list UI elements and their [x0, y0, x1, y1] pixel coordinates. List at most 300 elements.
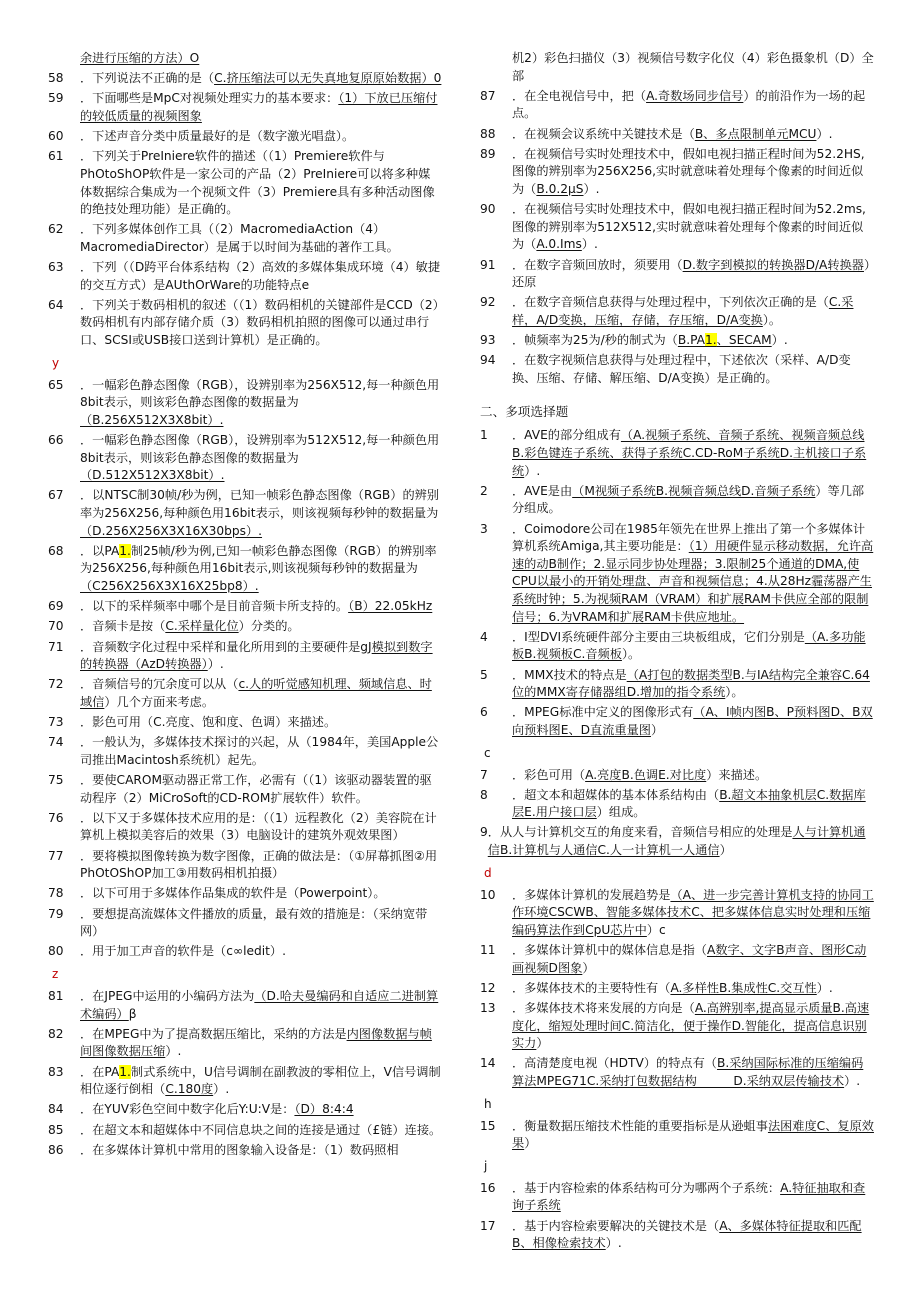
- answer-underlined: A.特征抽取和查询子系统: [512, 1180, 866, 1213]
- question-number: 17: [480, 1218, 496, 1233]
- question-number: 87: [480, 88, 496, 103]
- text-segment: ．在视频信号实时处理技术中，假如电视扫描正程时间为52.2HS,图像的辨别率为256X256,实时就意味着处理每个像素的时间近似为（: [512, 146, 865, 196]
- question-number: 1: [480, 428, 488, 443]
- question-text: [80, 714, 442, 732]
- question-number: 89: [480, 146, 496, 161]
- question-number: [480, 50, 512, 85]
- question-item: [48, 259, 442, 294]
- question-item: [48, 1101, 442, 1119]
- question-text: [80, 906, 442, 941]
- answer-underlined: （1）下放已压缩付的较低质量的视频图象: [80, 91, 438, 123]
- question-number: 64: [48, 297, 64, 312]
- question-number: 77: [48, 848, 64, 863]
- text-segment: ）: [536, 1036, 549, 1051]
- text-segment: ）来描述。: [706, 767, 768, 782]
- text-segment: ．彩色可用（: [512, 767, 586, 782]
- question-text: [512, 88, 874, 123]
- question-item: [48, 50, 442, 68]
- answer-underlined: （B.256X512X3X8bit）.: [80, 412, 224, 427]
- answer-underlined: A.奇数场同步信号: [646, 88, 744, 103]
- question-text: [512, 352, 874, 387]
- answer-underlined: 、SECAM: [716, 333, 772, 348]
- answer-underlined: 余进行压缩的方法）O: [80, 51, 200, 65]
- question-text: [80, 432, 442, 485]
- question-text: [80, 297, 442, 350]
- question-item: [480, 1055, 874, 1090]
- text-segment: ．在PA: [80, 1064, 120, 1079]
- text-segment: 制25帧/秒为例,已知一帧彩色静态图像（RGB）的辨别率为256X256,每种颜色用16bit表示,则该视频每秒钟的数据量为: [80, 543, 437, 576]
- question-number: 60: [48, 129, 64, 144]
- text-segment: ．衡量数据压缩技术性能的重要指标是从逊蛆事: [512, 1118, 768, 1133]
- text-segment: ）分类的。: [238, 619, 300, 634]
- question-item: [480, 767, 874, 785]
- answer-underlined: （M视频子系统B.视频音频总线D.音频子系统: [572, 483, 816, 498]
- question-text: [80, 1026, 442, 1061]
- question-number: 78: [48, 886, 64, 901]
- question-item: [480, 1218, 874, 1253]
- question-item: [48, 943, 442, 961]
- text-segment: ．高清楚度电视（HDTV）的特点有（: [512, 1056, 717, 1071]
- text-segment: ．在多媒体计算机中常用的图象输入设备是：（1）数码照相: [80, 1142, 399, 1157]
- text-segment: ）.: [213, 1082, 230, 1097]
- text-segment: ．在全电视信号中，把（: [512, 88, 647, 103]
- highlight-mark: 1.: [119, 543, 131, 558]
- question-item: [480, 521, 874, 627]
- question-number: 74: [48, 735, 64, 750]
- question-number: 14: [480, 1056, 496, 1071]
- question-number: 84: [48, 1102, 64, 1117]
- text-segment: ．AVE的部分组成有: [512, 428, 621, 443]
- text-segment: ．影色可用（C.亮度、饱和度、色调）来描述。: [80, 715, 337, 730]
- question-item: [480, 887, 874, 940]
- text-segment: ）。: [725, 685, 744, 700]
- question-item: [48, 772, 442, 807]
- answer-underlined: 内图像数据与帧间图像数据压缩: [80, 1026, 432, 1059]
- section-heading: 二、多项选择题: [480, 404, 569, 420]
- section-letter: z: [52, 966, 59, 981]
- question-text: [512, 483, 874, 518]
- answer-underlined: C.采样，A/D变换，压缩，存储，存压缩，D/A变换: [512, 295, 854, 327]
- answer-underlined: B.0.2μS: [536, 181, 584, 196]
- text-segment: ．在超文本和超媒体中不同信息块之间的连接是通过（£链）连接。: [80, 1122, 442, 1137]
- section-letter: y: [52, 355, 60, 370]
- text-segment: ．AVE是由: [512, 483, 573, 498]
- question-item: [48, 377, 442, 430]
- answer-underlined: （D.512X512X3X8bit）.: [80, 468, 225, 483]
- section-letter: d: [484, 865, 492, 880]
- question-text: [80, 1101, 442, 1119]
- question-item: [48, 1142, 442, 1160]
- question-number: 7: [480, 767, 488, 782]
- question-item: [48, 432, 442, 485]
- question-number: 15: [480, 1118, 496, 1133]
- question-item: [480, 126, 874, 144]
- question-number: 88: [480, 126, 496, 141]
- question-text: [80, 128, 442, 146]
- answer-underlined: （A打包的数据类型B.与IA结构完全兼容C.64位的MMX寄存储器组D.增加的指令系统: [512, 667, 870, 700]
- question-text: [512, 294, 874, 329]
- question-item: [48, 90, 442, 125]
- question-number: 67: [48, 488, 64, 503]
- question-item: [480, 667, 874, 702]
- question-text: [80, 1064, 442, 1099]
- text-segment: ．下列说法不正确的是（: [80, 71, 215, 86]
- question-text: [80, 848, 442, 883]
- question-item: [480, 629, 874, 664]
- question-number: 93: [480, 333, 496, 348]
- text-segment: ．在视频会议系统中关键技术是（: [512, 126, 695, 141]
- question-item: [48, 618, 442, 636]
- text-segment: ．以NTSC制30帧/秒为例，已知一帧彩色静态图像（RGB）的辨别率为256X256,每种颜色用16bit表示，则该视频每秒钟的数据量为: [80, 488, 440, 520]
- question-number: 80: [48, 944, 64, 959]
- text-segment: ．多媒体计算机的发展趋势是: [512, 887, 671, 902]
- question-text: [80, 943, 442, 961]
- question-number: 72: [48, 677, 64, 692]
- question-item: [480, 257, 874, 292]
- question-number: 61: [48, 149, 64, 164]
- text-segment: ．下列关于数码相机的叙述（（1）数码相机的关键部件是CCD（2）数码相机有内部存储介质（3）数码相机拍照的图像可以通过串行口、SCSI或USB接口送到计算机）是正确的。: [80, 297, 439, 348]
- question-item: [48, 848, 442, 883]
- question-number: 68: [48, 543, 64, 558]
- text-segment: ．下列关于PreIniere软件的描述（（1）Premiere软件与PhOtoShOP软件是一家公司的产品（2）PreIniere可以将多种媒体数据综合集成为一个视频文件（3）Premiere具有多种活动图像的绝技处理功能）是正确的。: [80, 149, 435, 217]
- question-number: 11: [480, 943, 496, 958]
- question-item: [48, 639, 442, 674]
- question-text: [512, 126, 874, 144]
- text-segment: ．Coimodore公司在1985年领先在世界上推出了第一个多媒体计算机系统A: [512, 521, 866, 554]
- question-item: [480, 1118, 874, 1153]
- text-segment: ）: [582, 960, 595, 975]
- question-text: [512, 50, 874, 85]
- question-number: 62: [48, 222, 64, 237]
- answer-underlined: 人与计算机通信B.计算机与人通信C.人一计算机一人通信: [487, 825, 866, 858]
- answer-underlined: （D.哈夫曼编码和自适应二进制算术编码）: [80, 988, 439, 1021]
- question-text: [80, 598, 442, 616]
- answer-underlined: A.多样性B.集成性C.交互性: [670, 980, 817, 995]
- question-number: 8: [480, 787, 488, 802]
- text-segment: ．下述声音分类中质量最好的是（数字激光唱盘）。: [80, 129, 355, 144]
- question-number: 81: [48, 988, 64, 1003]
- question-item: [480, 787, 874, 822]
- text-segment: ．以下的采样频率中哪个是目前音频卡所支持的。: [80, 599, 349, 614]
- question-number: 10: [480, 887, 496, 902]
- text-segment: ．以下可用于多媒体作品集成的软件是（Powerpoint）。: [80, 886, 386, 901]
- question-item: [48, 148, 442, 218]
- answer-underlined: （B）22.05kHz: [348, 599, 433, 614]
- question-text: [80, 259, 442, 294]
- question-text: [80, 148, 442, 218]
- question-text: [80, 988, 442, 1023]
- question-item: [48, 906, 442, 941]
- question-item: [480, 704, 874, 739]
- question-item: [480, 88, 874, 123]
- answer-underlined: B.采纳国际标准的压缩编码算法MPEG71C.采纳打包数据结构 D.采纳双层传输技术: [512, 1056, 864, 1088]
- text-segment: ）.: [771, 333, 788, 348]
- text-segment: ．下面哪些是MpC对视频处理实力的基本要求：: [80, 91, 339, 106]
- text-segment: ）c: [646, 922, 666, 937]
- question-text: [512, 942, 874, 977]
- answer-underlined: 模拟到数字的转换器（AzD转换器）: [80, 639, 433, 672]
- question-number: 12: [480, 980, 496, 995]
- text-segment: ．基于内容检索要解决的关键技术是（: [512, 1218, 720, 1233]
- question-text: [512, 629, 874, 664]
- text-segment: ．在数字音频信息获得与处理过程中，下列依次正确的是（: [512, 295, 829, 310]
- text-segment: ．多媒体技术的主要特性有（: [512, 980, 671, 995]
- text-segment: 制式系统中，U信号调制在副教波的零相位上，V信号调制相位逐行倒相（: [80, 1064, 441, 1097]
- question-number: [48, 50, 80, 68]
- text-segment: ）: [719, 843, 732, 858]
- question-text: [488, 824, 874, 859]
- answer-underlined: （A.视频子系统、音频子系统、视频音频总线B.彩色键连子系统、获得子系统C.CD-RoM子系统D.主机接口子系统: [512, 428, 867, 478]
- question-item: [480, 201, 874, 254]
- question-text: [80, 772, 442, 807]
- answer-underlined: （D）8:4:4: [294, 1102, 354, 1117]
- text-segment: ．在数字音频回放时，须要用（: [512, 257, 683, 272]
- text-segment: ）还原: [512, 257, 871, 290]
- question-number: 66: [48, 433, 64, 448]
- text-segment: ．以下又于多媒体技术应用的是：（（1）远程教化（2）美容院在计算机上模拟美容后的效果（3）电脑设计的建筑外观效果图）: [80, 810, 437, 843]
- text-segment: ．下列（（D跨平台体系结构（2）高效的多媒体集成环境（4）敏捷的交互方式）是AUthOrWare的功能特点e: [80, 260, 441, 292]
- section-letter: j: [484, 1158, 488, 1173]
- answer-underlined: A.亮度B.色调E.对比度: [585, 767, 707, 782]
- answer-underlined: A数字、文字B声音、图形C动画视频D图象: [512, 943, 867, 975]
- text-segment: ）.: [165, 1044, 182, 1059]
- section-letter: c: [484, 745, 491, 760]
- question-item: [480, 294, 874, 329]
- text-segment: ．一幅彩色静态图像（RGB），设辨别率为256X512,每一种颜色用8bit表示，则该彩色静态图像的数据量为: [80, 377, 440, 410]
- question-item: [48, 1064, 442, 1099]
- text-segment: ．I型DVI系统硬件部分主要由三块板组成，它们分别是: [512, 629, 805, 644]
- text-segment: ．在YUV彩色空间中数字化后Y:U:V是：: [80, 1102, 295, 1117]
- question-text: [512, 887, 874, 940]
- question-number: 6: [480, 705, 488, 720]
- text-segment: ）: [650, 722, 664, 737]
- question-text: [80, 676, 442, 711]
- question-text: [512, 1180, 874, 1215]
- question-number: 5: [480, 667, 488, 682]
- question-item: [48, 70, 442, 88]
- highlight-mark: 1.: [705, 333, 717, 348]
- question-item: [48, 487, 442, 540]
- answer-underlined: B.超文本抽象机层C.数据库层E.用户接口层: [512, 787, 866, 820]
- text-segment: ）。: [762, 312, 782, 327]
- question-number: 86: [48, 1142, 64, 1157]
- answer-underlined: C.采样量化位: [165, 619, 239, 634]
- question-number: 58: [48, 71, 64, 86]
- text-segment: ．多媒体技术将来发展的方向是（: [512, 1001, 695, 1015]
- question-text: [80, 70, 442, 88]
- question-text: [80, 1142, 442, 1160]
- text-segment: ．在视频信号实时处理技术中，假如电视扫描正程时间为52.2ms,图像的辨别率为512X512,实时就意味着处理每个像素的时间近似为（: [512, 202, 866, 252]
- question-text: [80, 618, 442, 636]
- question-number: 73: [48, 715, 64, 730]
- text-segment: ．MMX技术的特点是: [512, 667, 627, 682]
- text-segment: ．以PA: [80, 543, 120, 558]
- answer-underlined: （C256X256X3X16X25bp8）.: [80, 578, 259, 593]
- section-letter: h: [484, 1096, 492, 1111]
- question-number: 70: [48, 619, 64, 634]
- question-text: [512, 1000, 874, 1053]
- text-segment: miga,其主要功能是：: [569, 539, 689, 554]
- answer-underlined: （A、进一步完善计算机支持的协同工作环境CSCWB、智能多媒体技术C、把多媒体信息实时处理和压缩编码算法作到CpU芯片中: [512, 887, 874, 937]
- text-segment: β: [128, 1006, 137, 1021]
- question-number: 69: [48, 599, 64, 614]
- answer-underlined: 法困难度C、复原效果: [512, 1118, 874, 1151]
- question-text: [512, 667, 874, 702]
- question-text: [80, 885, 442, 903]
- answer-underlined: c.人的听觉感知机理、频域信息、时域信: [80, 677, 432, 709]
- text-segment: ）等几部分组成。: [512, 483, 865, 516]
- text-segment: ）.: [816, 126, 833, 141]
- question-number: 16: [480, 1180, 496, 1195]
- answer-underlined: D.数字到模拟的转换器D/A转换器: [682, 257, 864, 272]
- answer-underlined: B、多点限制单元MCU: [694, 126, 817, 141]
- text-segment: ．基于内容检索的体系结构可分为哪两个子系统：: [512, 1180, 781, 1195]
- text-segment: ．要将模拟图像转换为数字图像，正确的做法是：（①屏幕抓图②用PhOtOShOP加工③用数码相机拍摄）: [80, 848, 438, 881]
- question-item: [48, 297, 442, 350]
- text-segment: ．在JPEG中运用的小编码方法为: [80, 988, 255, 1003]
- question-item: [480, 427, 874, 480]
- question-text: [80, 377, 442, 430]
- question-text: [512, 257, 874, 292]
- question-text: [80, 221, 442, 256]
- question-number: 94: [480, 353, 496, 368]
- text-segment: ）.: [581, 237, 598, 252]
- question-text: [512, 787, 874, 822]
- question-number: 79: [48, 906, 64, 921]
- question-text: [512, 980, 874, 998]
- question-number: 82: [48, 1026, 64, 1041]
- text-segment: ．多媒体计算机中的媒体信息是指（: [512, 943, 707, 958]
- right-column: [480, 50, 874, 1255]
- question-text: [512, 767, 874, 785]
- question-number: 9: [480, 825, 488, 840]
- question-text: [80, 487, 442, 540]
- question-item: [480, 1180, 874, 1215]
- text-segment: ．要想提高流媒体文件播放的质量，最有效的措施是：（采纳宽带网）: [80, 906, 428, 939]
- question-item: [48, 734, 442, 769]
- question-item: [48, 885, 442, 903]
- text-segment: 机2）彩色扫描仪（3）视频信号数字化仪（4）彩色摄象机（D）全部: [512, 51, 874, 83]
- question-text: [512, 704, 874, 739]
- question-text: [80, 543, 442, 596]
- left-column: [48, 50, 442, 1162]
- text-segment: ）.: [207, 657, 224, 672]
- text-segment: ．在MPEG中为了提高数据压缩比，采纳的方法是: [80, 1026, 347, 1041]
- question-number: 2: [480, 483, 488, 498]
- text-segment: ）.: [844, 1073, 861, 1088]
- question-text: [512, 146, 874, 199]
- question-text: [80, 50, 442, 68]
- question-item: [48, 1026, 442, 1061]
- question-item: [48, 598, 442, 616]
- question-text: [80, 734, 442, 769]
- text-segment: ．要使CAROM驱动器正常工作，必需有（（1）该驱动器装置的驱动程序（2）MiCroSoft的CD-ROM扩展软件）软件。: [80, 773, 432, 805]
- question-text: [80, 810, 442, 845]
- text-segment: ）.: [524, 463, 541, 478]
- question-item: [48, 676, 442, 711]
- highlight-mark: 1.: [119, 1064, 131, 1079]
- question-number: 90: [480, 202, 496, 217]
- question-number: 91: [480, 257, 496, 272]
- question-number: 71: [48, 639, 64, 654]
- answer-underlined: （D.256X256X3X16X30bps）.: [80, 523, 263, 538]
- question-text: [80, 639, 442, 674]
- question-text: [512, 427, 874, 480]
- text-segment: ．音频数字化过程中采样和量化所用到的主要硬件是gJ: [80, 639, 372, 654]
- question-item: [48, 128, 442, 146]
- question-number: 59: [48, 91, 64, 106]
- text-segment: ．一般认为，多媒体技术探讨的兴起，从（1984年，美国Apple公司推出Macintosh系统机）起先。: [80, 735, 439, 767]
- text-segment: ）: [524, 1136, 537, 1151]
- text-segment: ）的前沿作为一场的起点。: [512, 88, 866, 121]
- text-segment: ）.: [583, 181, 600, 196]
- answer-underlined: A.0.Ims: [536, 237, 582, 252]
- question-text: [512, 332, 874, 350]
- text-segment: ．下列多媒体创作工具（（2）MacromediaAction（4）MacromediaDirector）是属于以时间为基础的著作工具。: [80, 222, 399, 254]
- question-item: [480, 942, 874, 977]
- question-number: 75: [48, 773, 64, 788]
- question-item: [480, 483, 874, 518]
- question-item: [480, 146, 874, 199]
- text-segment: ．从人与计算机交互的角度来看，音频信号相应的处理是: [487, 825, 793, 840]
- answer-underlined: A、多媒体特征提取和匹配B、相像检索技术: [512, 1218, 862, 1251]
- answer-underlined: B.PA: [677, 333, 706, 348]
- text-segment: ．帧频率为25为/秒的制式为（: [512, 333, 678, 348]
- question-text: [512, 1218, 874, 1253]
- question-number: 3: [480, 521, 488, 536]
- answer-underlined: （1）用硬件显示移动数据，允许高速的动B制作；2.显示同步协处理器；3.限制25个通道的DMA,使CPU以最小的开销处理盘、声音和视频信息；4.从28Hz霾荡器产生系统时钟；5.为视频RAM（VRAM）和扩展RAM卡供应全部的限制信号；6.为VRAM和扩展RAM卡供应地址。: [512, 539, 874, 624]
- question-item: [48, 810, 442, 845]
- question-number: 92: [480, 295, 496, 310]
- text-segment: ）组成。: [596, 805, 646, 820]
- question-item: [480, 824, 874, 859]
- text-segment: ．音频信号的冗余度可以从（: [80, 677, 239, 692]
- question-text: [512, 1118, 874, 1153]
- text-segment: ）。: [621, 647, 641, 662]
- question-item: [480, 1000, 874, 1053]
- question-item: [480, 50, 874, 85]
- question-item: [48, 1122, 442, 1140]
- question-text: [512, 1055, 874, 1090]
- answer-underlined: （A、I帧内图B、P预料图D、B双向预料图E、D直流重量图: [512, 705, 873, 737]
- question-number: 13: [480, 1001, 496, 1015]
- question-number: 65: [48, 377, 64, 392]
- question-item: [48, 543, 442, 596]
- question-number: 76: [48, 810, 64, 825]
- text-segment: ．音频卡是按（: [80, 619, 166, 634]
- text-segment: ）.: [605, 1236, 622, 1251]
- text-segment: ．一幅彩色静态图像（RGB），设辨别率为512X512,每一种颜色用8bit表示，则该彩色静态图像的数据量为: [80, 433, 440, 465]
- question-text: [512, 521, 874, 627]
- question-text: [512, 201, 874, 254]
- answer-underlined: C.180度: [165, 1082, 214, 1097]
- text-segment: ）.: [816, 980, 833, 995]
- question-number: 85: [48, 1122, 64, 1137]
- text-segment: ．用于加工声音的软件是（c∞ledit）.: [80, 944, 286, 959]
- text-segment: ．在数字视频信息获得与处理过程中，下述依次（采样、A/D变换、压缩、存储、解压缩、D/A变换）是正确的。: [512, 353, 851, 385]
- answer-underlined: （A.多功能板B.视频板C.音频板: [512, 629, 866, 662]
- text-segment: ）几个方面来考虑。: [104, 694, 215, 709]
- text-segment: ．MPEG标准中定义的图像形式有: [512, 705, 694, 720]
- question-number: 83: [48, 1064, 64, 1079]
- question-item: [48, 221, 442, 256]
- question-number: 63: [48, 260, 64, 275]
- question-item: [480, 352, 874, 387]
- text-segment: ．超文本和超媒体的基本体系结构由（: [512, 787, 720, 802]
- question-text: [80, 90, 442, 125]
- question-item: [48, 988, 442, 1023]
- question-item: [48, 714, 442, 732]
